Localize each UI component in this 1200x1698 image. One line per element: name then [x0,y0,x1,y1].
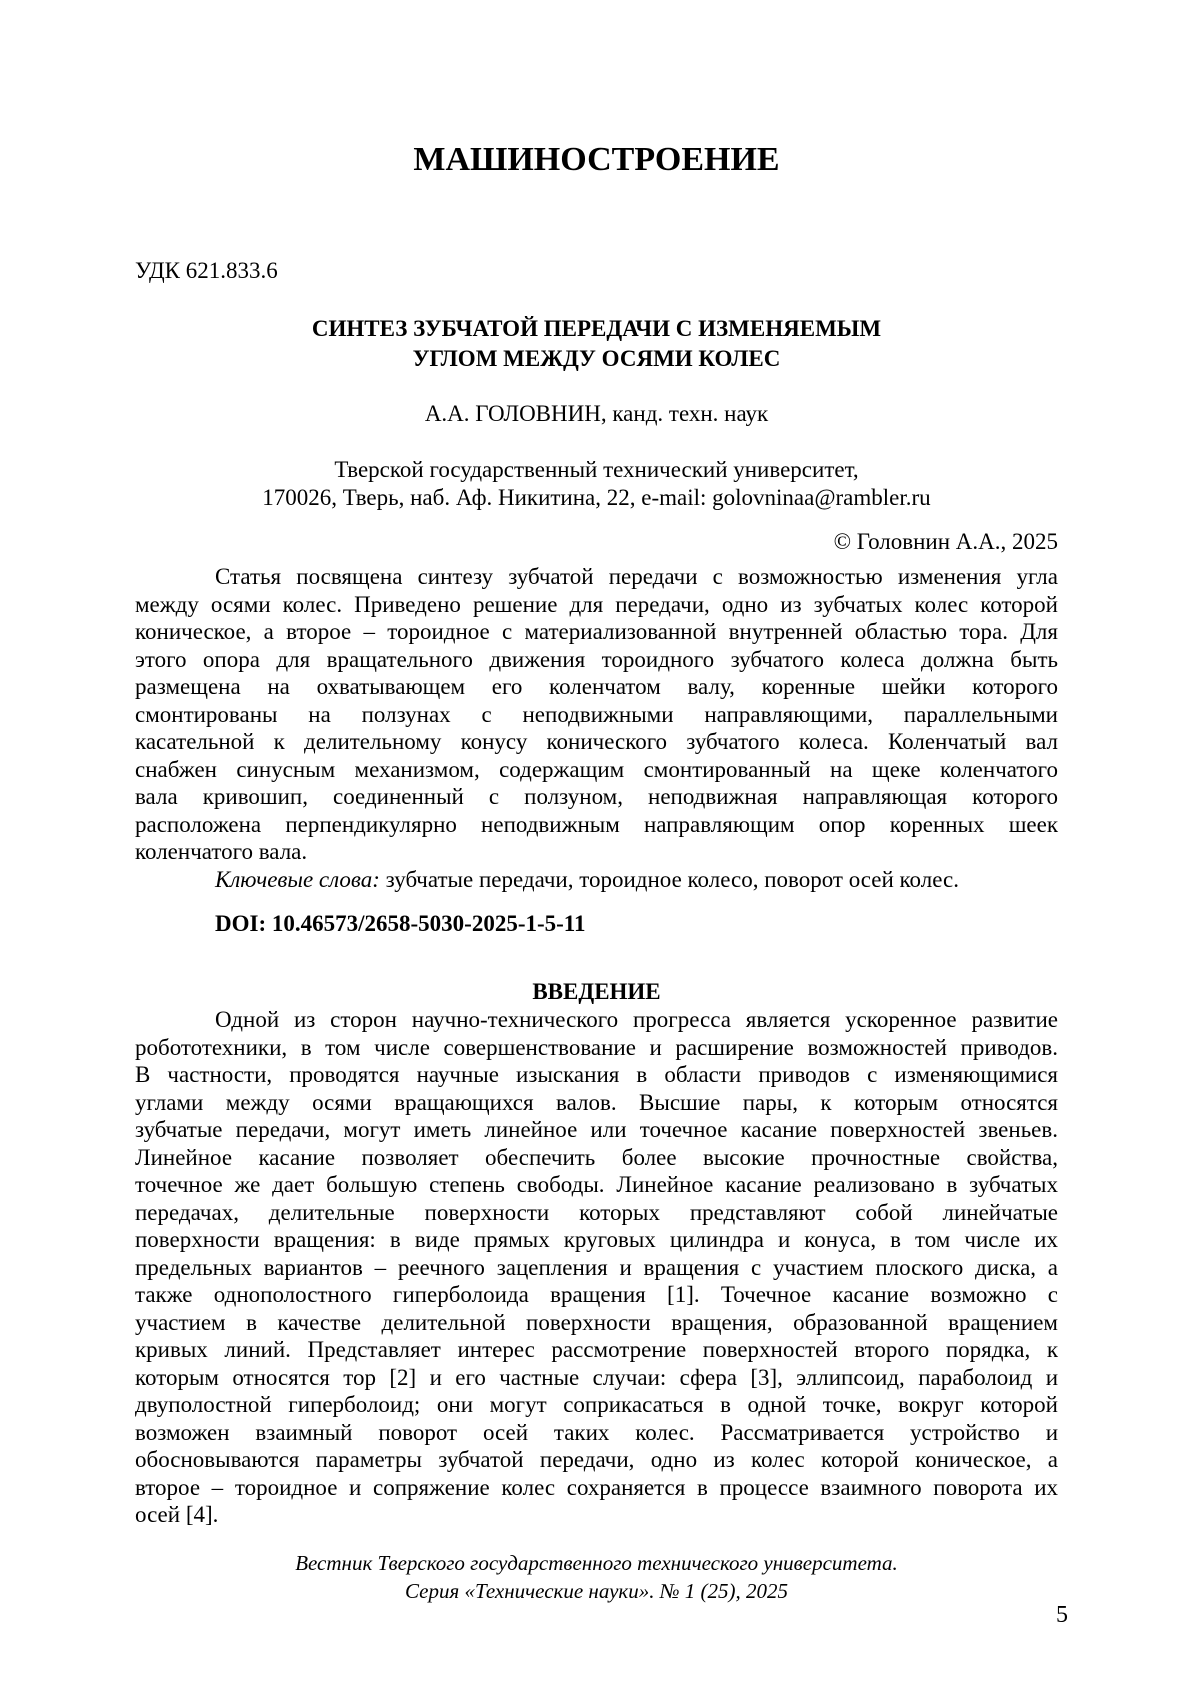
article-title [135,314,1058,374]
keywords-label: Ключевые слова: [215,867,380,892]
journal-footer-line1: Вестник Тверского государственного технического университета. [295,1551,898,1575]
doi-line: DOI: 10.46573/2658-5030-2025-1-5-11 [215,911,586,936]
keywords-text: зубчатые передачи, тороидное колесо, поворот осей колес. [379,867,959,892]
copyright-notice: © Головнин А.А., 2025 [833,529,1058,554]
affiliation-line1: Тверской государственный технический университет, [334,457,859,482]
udc-number: УДК 621.833.6 [135,258,278,283]
section-header: МАШИНОСТРОЕНИЕ [413,141,780,178]
keywords-line [135,866,1058,894]
journal-footer-line2: Серия «Технические науки». № 1 (25), 2025 [404,1578,789,1603]
affiliation [135,456,1058,512]
introduction-paragraph: Одной из сторон научно-технического прогресса является ускоренное развитие робототехники, в том числе совершенствование и расширение возможностей приводов. В частности, проводятся научные изыскания в области приводов с изменяющимися углами между осями вращающихся валов. Высшие пары, к которым относятся зубчатые передачи, могут иметь линейное или точечное касание поверхностей звеньев. Линейное касание позволяет обеспечить более высокие прочностные свойства, точечное же дает большую степень свободы. Линейное касание реализовано в зубчатых передачах, делительные поверхности которых представляют собой линейчатые поверхности вращения: в виде прямых круговых цилиндра и конуса, в том числе их предельных вариантов – реечного зацепления и вращения с участием плоского диска, а также однополостного гиперболоида вращения [1]. Точечное касание возможно с участием в качестве делительной поверхности вращения, образованной вращением кривых линий. Представляет интерес рассмотрение поверхностей второго порядка, к которым относятся тор [2] и его частные случаи: сфера [3], эллипсоид, параболоид и двуполостной гиперболоид; они могут соприкасаться в одной точке, вокруг которой возможен взаимный поворот осей таких колес. Рассматривается устройство и обосновываются параметры зубчатой передачи, одно из колес которой коническое, а второе – тороидное и сопряжение колес сохраняется в процессе взаимного поворота их осей [4]. [135,1007,1058,1527]
author-line: А.А. ГОЛОВНИН, канд. техн. наук [424,401,769,426]
affiliation-line2: 170026, Тверь, наб. Аф. Никитина, 22, e-mail: golovninaa@rambler.ru [262,485,931,510]
page-number: 5 [1056,1602,1068,1628]
journal-footer [135,1550,1058,1605]
article-title-line1: СИНТЕЗ ЗУБЧАТОЙ ПЕРЕДАЧИ С ИЗМЕНЯЕМЫМ [311,316,882,341]
abstract-paragraph: Статья посвящена синтезу зубчатой передачи с возможностью изменения угла между осями колес. Приведено решение для передачи, одно из зубчатых колес которой коническое, а второе – тороидное с материализованной внутренней областью тора. Для этого опора для вращательного движения тороидного зубчатого колеса должна быть размещена на охватывающем его коленчатом валу, коренные шейки которого смонтированы на ползунах с неподвижными направляющими, параллельными касательной к делительному конусу конического зубчатого колеса. Коленчатый вал снабжен синусным механизмом, содержащим смонтированный на щеке коленчатого вала кривошип, соединенный с ползуном, неподвижная направляющая которого расположена перпендикулярно неподвижным направляющим опор коренных шеек коленчатого вала. [135,564,1058,864]
introduction-heading: ВВЕДЕНИЕ [532,979,661,1004]
article-title-line2: УГЛОМ МЕЖДУ ОСЯМИ КОЛЕС [412,346,781,371]
